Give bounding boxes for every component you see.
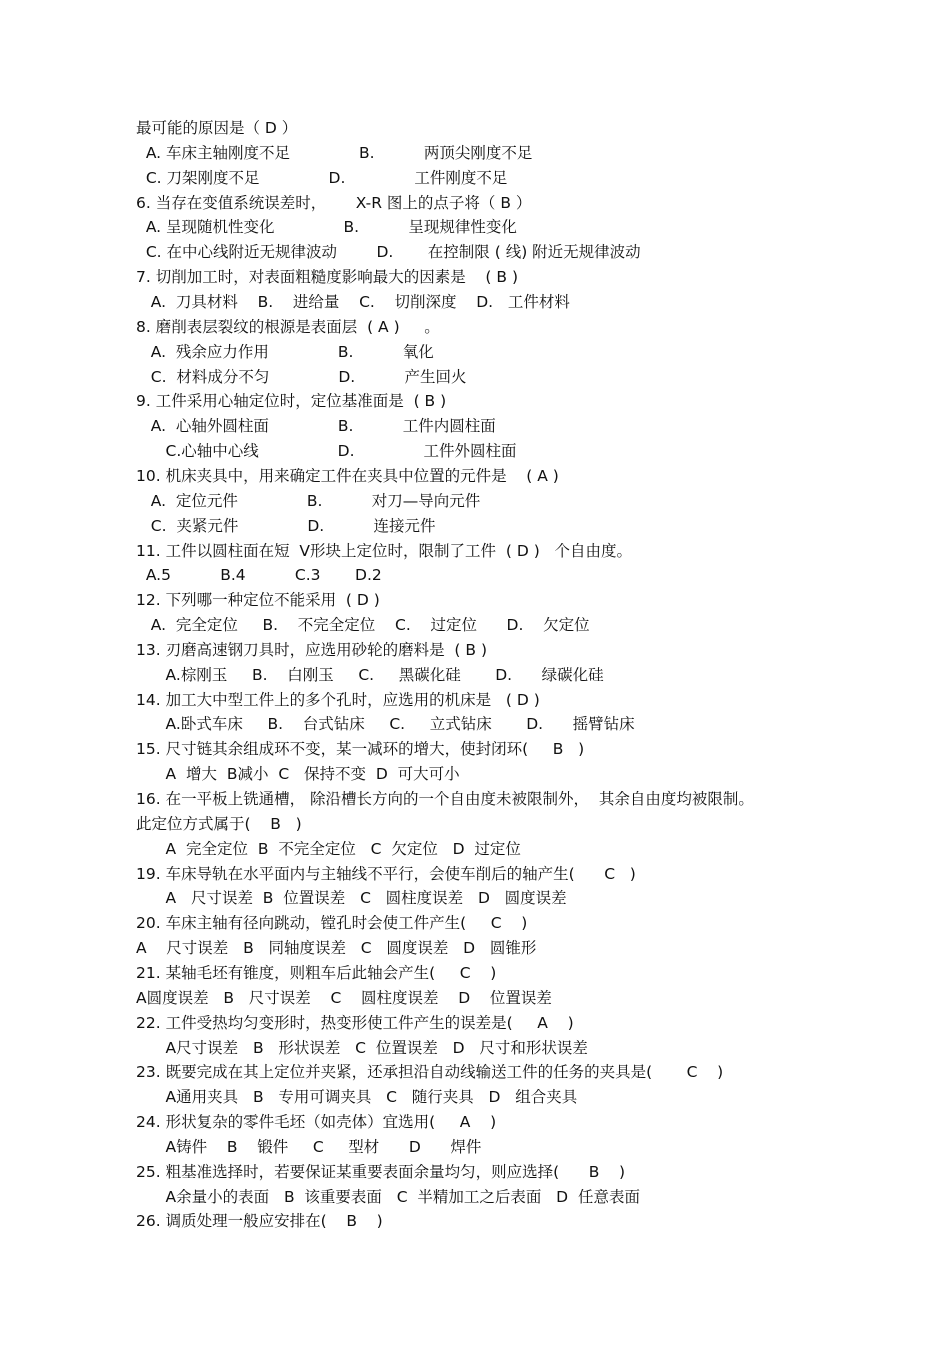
text-line: 9. 工件采用心轴定位时，定位基准面是 ( B )	[136, 392, 447, 411]
text-line: C. 刀架刚度不足 D. 工件刚度不足	[136, 168, 508, 187]
text-line: 22. 工件受热均匀变形时，热变形使工件产生的误差是( A )	[136, 1013, 574, 1032]
text-line: A 尺寸误差 B 位置误差 C 圆柱度误差 D 圆度误差	[136, 889, 567, 908]
text-line: A. 完全定位 B. 不完全定位 C. 过定位 D. 欠定位	[136, 616, 590, 634]
text-line: A余量小的表面 B 该重要表面 C 半精加工之后表面 D 任意表面	[136, 1187, 640, 1206]
text-line: A. 心轴外圆柱面 B. 工件内圆柱面	[136, 417, 496, 436]
text-line: 24. 形状复杂的零件毛坯（如壳体）宜选用( A )	[136, 1113, 497, 1131]
text-line: C. 材料成分不匀 D. 产生回火	[136, 367, 467, 386]
text-line: A.卧式车床 B. 台式钻床 C. 立式钻床 D. 摇臂钻床	[136, 715, 635, 734]
text-line: A. 刀具材料 B. 进给量 C. 切削深度 D. 工件材料	[136, 293, 570, 311]
text-line: A尺寸误差 B 形状误差 C 位置误差 D 尺寸和形状误差	[136, 1038, 588, 1057]
text-line: A.棕刚玉 B. 白刚玉 C. 黑碳化硅 D. 绿碳化硅	[136, 665, 604, 684]
text-line: A铸件 B 锻件 C 型材 D 焊件	[136, 1137, 482, 1156]
text-line: 12. 下列哪一种定位不能采用 ( D )	[136, 591, 380, 610]
text-line: C.心轴中心线 D. 工件外圆柱面	[136, 442, 517, 461]
text-line: 26. 调质处理一般应安排在( B )	[136, 1212, 383, 1231]
text-line: C. 夹紧元件 D. 连接元件	[136, 516, 436, 535]
text-line: A. 呈现随机性变化 B. 呈现规律性变化	[136, 218, 517, 237]
text-line: A. 定位元件 B. 对刀—导向元件	[136, 491, 481, 510]
text-line: 最可能的原因是（ D ）	[136, 119, 298, 137]
text-line: A通用夹具 B 专用可调夹具 C 随行夹具 D 组合夹具	[136, 1088, 578, 1107]
text-line: 8. 磨削表层裂纹的根源是表面层 ( A ) 。	[136, 317, 440, 336]
text-line: 14. 加工大中型工件上的多个孔时，应选用的机床是 ( D )	[136, 690, 540, 709]
text-line: 19. 车床导轨在水平面内与主轴线不平行，会使车削后的轴产生( C )	[136, 864, 636, 883]
text-line: 23. 既要完成在其上定位并夹紧，还承担沿自动线输送工件的任务的夹具是( C )	[136, 1063, 724, 1082]
text-line: A 增大 B减小 C 保持不变 D 可大可小	[136, 765, 460, 784]
text-line: A.5 B.4 C.3 D.2	[136, 566, 382, 585]
text-line: C. 在中心线附近无规律波动 D. 在控制限 ( 线) 附近无规律波动	[136, 243, 641, 262]
text-line: A. 车床主轴刚度不足 B. 两顶尖刚度不足	[136, 143, 533, 162]
text-line: 16. 在一平板上铣通槽， 除沿槽长方向的一个自由度未被限制外， 其余自由度均被限制。	[136, 790, 754, 808]
text-line: 13. 刃磨高速钢刀具时，应选用砂轮的磨料是 ( B )	[136, 640, 488, 659]
text-line: 此定位方式属于( B )	[136, 814, 302, 833]
text-line: 6. 当存在变值系统误差时， X-R 图上的点子将（ B ）	[136, 193, 532, 212]
text-line: A圆度误差 B 尺寸误差 C 圆柱度误差 D 位置误差	[136, 988, 552, 1007]
text-line: 10. 机床夹具中，用来确定工件在夹具中位置的元件是 ( A )	[136, 466, 559, 485]
text-line: 21. 某轴毛坯有锥度，则粗车后此轴会产生( C )	[136, 963, 497, 982]
text-line: 25. 粗基准选择时，若要保证某重要表面余量均匀，则应选择( B )	[136, 1162, 626, 1181]
text-line: 20. 车床主轴有径向跳动，镗孔时会使工件产生( C )	[136, 914, 528, 933]
text-line: A. 残余应力作用 B. 氧化	[136, 342, 434, 361]
text-line: A 尺寸误差 B 同轴度误差 C 圆度误差 D 圆锥形	[136, 939, 537, 958]
text-line: 11. 工件以圆柱面在短 V形块上定位时，限制了工件 ( D ) 个自由度。	[136, 541, 633, 560]
text-line: A 完全定位 B 不完全定位 C 欠定位 D 过定位	[136, 839, 521, 858]
text-line: 7. 切削加工时，对表面粗糙度影响最大的因素是 ( B )	[136, 268, 519, 287]
text-line: 15. 尺寸链其余组成环不变，某一减环的增大，使封闭环( B )	[136, 740, 585, 759]
